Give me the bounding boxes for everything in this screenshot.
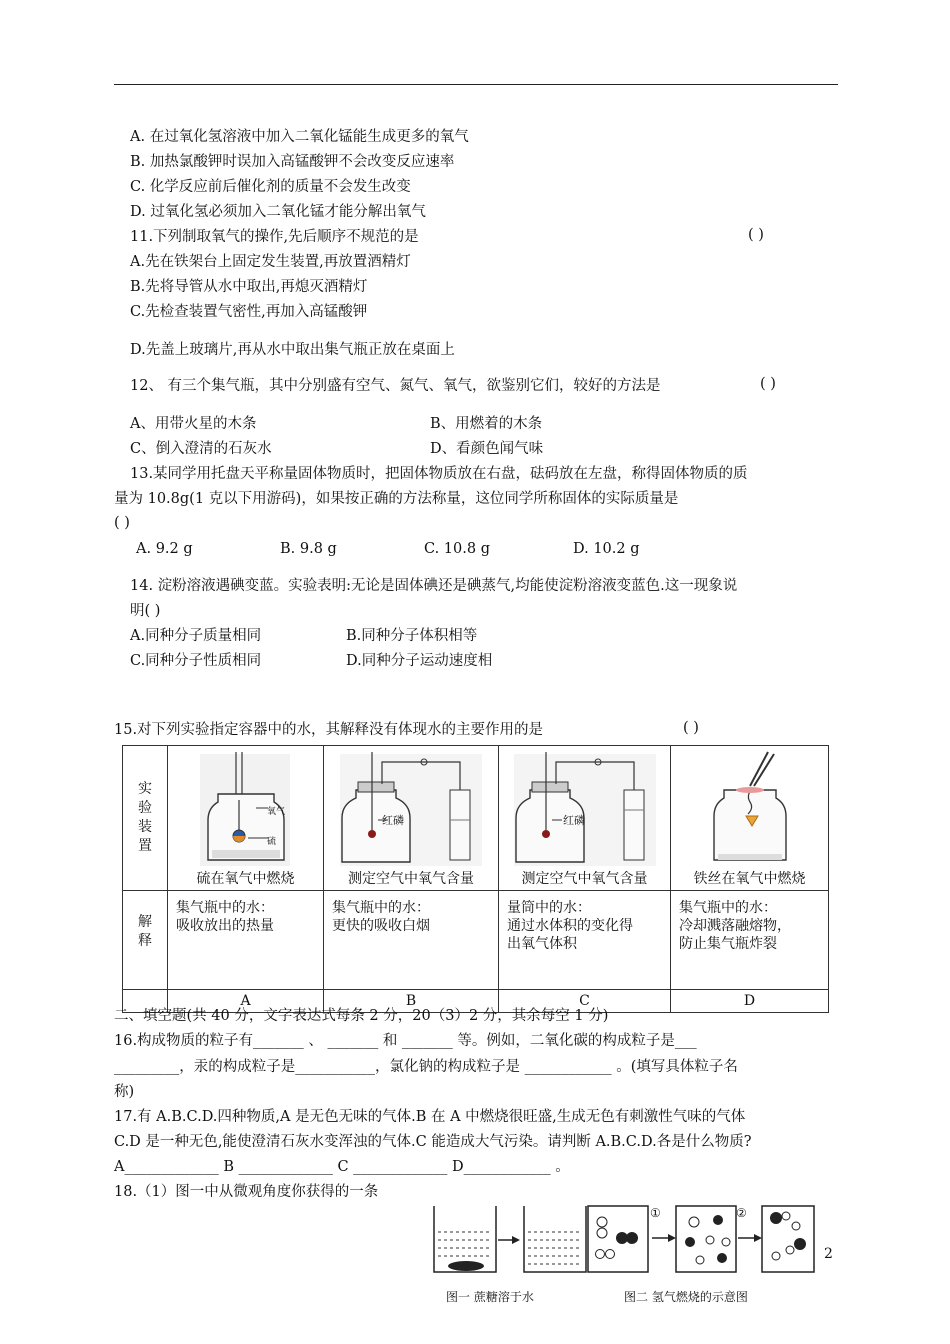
q12-answer-paren: ( ) [760, 376, 776, 392]
phosphorus-jar-figure-c [510, 750, 660, 868]
q12-stem: 12、 有三个集气瓶，其中分别盛有空气、氮气、氧气，欲鉴别它们，较好的方法是 [130, 378, 661, 394]
q10-option-d: D. 过氧化氢必须加入二氧化锰才能分解出氧气 [130, 204, 426, 220]
caption-c: 测定空气中氧气含量 [521, 871, 648, 887]
option-label-c: C [499, 990, 671, 1013]
explanation-d: 集气瓶中的水： 冷却溅落融熔物， 防止集气瓶炸裂 [671, 891, 829, 990]
q17-line2: C.D 是一种无色,能使澄清石灰水变浑浊的气体.C 能造成大气污染。请判断 A.B.C.D.各是什么物质? [114, 1134, 752, 1150]
label-sulfur: 硫 [267, 837, 277, 847]
q15-stem: 15.对下列实验指定容器中的水，其解释没有体现水的主要作用的是 [114, 722, 544, 738]
q16-line1: 16.构成物质的粒子有_______ 、 _______ 和 _______ 等。例如，二氧化碳的构成粒子是___ [114, 1033, 697, 1049]
q18-line1: 18.（1）图一中从微观角度你获得的一条 [114, 1184, 379, 1200]
q11-answer-paren: ( ) [748, 227, 764, 243]
section-2-heading: 二、填空题(共 40 分，文字表达式每条 2 分，20（3）2 分，其余每空 1 分) [114, 1008, 609, 1024]
figure2-hydrogen-burning [586, 1202, 816, 1284]
q14-stem-line1: 14. 淀粉溶液遇碘变蓝。实验表明:无论是固体碘还是碘蒸气,均能使淀粉溶液变蓝色.这一现象说 [130, 578, 738, 594]
figure1-caption: 图一 蔗糖溶于水 [446, 1290, 534, 1304]
q14-option-a: A.同种分子质量相同 [130, 628, 262, 644]
caption-a: 硫在氧气中燃烧 [196, 871, 295, 887]
q13-option-b: B. 9.8 g [280, 541, 337, 557]
q13-answer-paren: ( ) [114, 515, 130, 531]
q11-option-b: B.先将导管从水中取出,再熄灭酒精灯 [130, 279, 368, 295]
iron-wire-jar-figure [702, 750, 798, 868]
label-red-phosphorus-b: 红磷 [382, 814, 404, 827]
q13-stem-line2: 量为 10.8g(1 克以下用游码)，如果按正确的方法称量，这位同学所称固体的实际质量是 [114, 491, 679, 507]
option-label-d: D [671, 990, 829, 1013]
q13-option-c: C. 10.8 g [424, 541, 490, 557]
phosphorus-jar-figure-b [336, 750, 486, 868]
caption-b: 测定空气中氧气含量 [348, 871, 474, 887]
explanation-a: 集气瓶中的水： 吸收放出的热量 [168, 891, 324, 990]
q14-option-c: C.同种分子性质相同 [130, 653, 262, 669]
q13-stem-line1: 13.某同学用托盘天平称量固体物质时，把固体物质放在右盘，砝码放在左盘，称得固体物质的质 [130, 466, 748, 482]
q10-option-c: C. 化学反应前后催化剂的质量不会发生改变 [130, 179, 411, 195]
q17-line1: 17.有 A.B.C.D.四种物质,A 是无色无味的气体.B 在 A 中燃烧很旺盛,生成无色有刺激性气味的气体 [114, 1109, 746, 1125]
q12-option-b: B、用燃着的木条 [430, 416, 543, 432]
q11-option-d: D.先盖上玻璃片,再从水中取出集气瓶正放在桌面上 [130, 342, 455, 358]
q12-option-d: D、看颜色闻气味 [430, 441, 544, 457]
apparatus-b [324, 746, 499, 891]
q17-answer-blanks: A_____________ B _____________ C _____________ D____________ 。 [114, 1159, 570, 1175]
q10-option-b: B. 加热氯酸钾时误加入高锰酸钾不会改变反应速率 [130, 154, 455, 170]
q15-answer-paren: ( ) [683, 720, 699, 736]
q14-option-b: B.同种分子体积相等 [346, 628, 478, 644]
label-red-phosphorus-c: 红磷 [563, 814, 585, 827]
step2-label: ② [736, 1206, 747, 1220]
q13-option-a: A. 9.2 g [136, 541, 193, 557]
step1-label: ① [650, 1206, 661, 1220]
q11-stem: 11.下列制取氧气的操作,先后顺序不规范的是 [130, 229, 419, 245]
explanation-c: 量筒中的水： 通过水体积的变化得 出氧气体积 [499, 891, 671, 990]
figure2-caption: 图二 氢气燃烧的示意图 [624, 1290, 748, 1304]
page-number: 2 [824, 1246, 833, 1262]
row-head-apparatus: 实验装置 [123, 746, 168, 891]
q11-option-a: A.先在铁架台上固定发生装置,再放置酒精灯 [130, 254, 411, 270]
explanation-b: 集气瓶中的水： 更快的吸收白烟 [324, 891, 499, 990]
label-oxygen: 氧气 [267, 807, 286, 817]
q16-line3: 称) [114, 1084, 135, 1100]
q13-option-d: D. 10.2 g [573, 541, 640, 557]
q14-stem-line2: 明( ) [130, 603, 161, 619]
option-label-b: B [324, 990, 499, 1013]
header-rule [114, 84, 838, 85]
q12-option-c: C、倒入澄清的石灰水 [130, 441, 272, 457]
q16-line2: _________，汞的构成粒子是___________，氯化钠的构成粒子是 ____________ 。(填写具体粒子名 [114, 1059, 738, 1075]
caption-d: 铁丝在氧气中燃烧 [693, 871, 806, 887]
option-label-a: A [168, 990, 324, 1013]
q10-option-a: A. 在过氧化氢溶液中加入二氧化锰能生成更多的氧气 [130, 129, 469, 145]
apparatus-d [671, 746, 829, 891]
experiment-table [122, 745, 829, 1013]
row-head-explanation: 解释 [123, 891, 168, 990]
q14-option-d: D.同种分子运动速度相 [346, 653, 493, 669]
apparatus-a [168, 746, 324, 891]
q12-option-a: A、用带火星的木条 [130, 416, 257, 432]
q11-option-c: C.先检查装置气密性,再加入高锰酸钾 [130, 304, 368, 320]
apparatus-c [499, 746, 671, 891]
bottom-figures [426, 1202, 816, 1304]
